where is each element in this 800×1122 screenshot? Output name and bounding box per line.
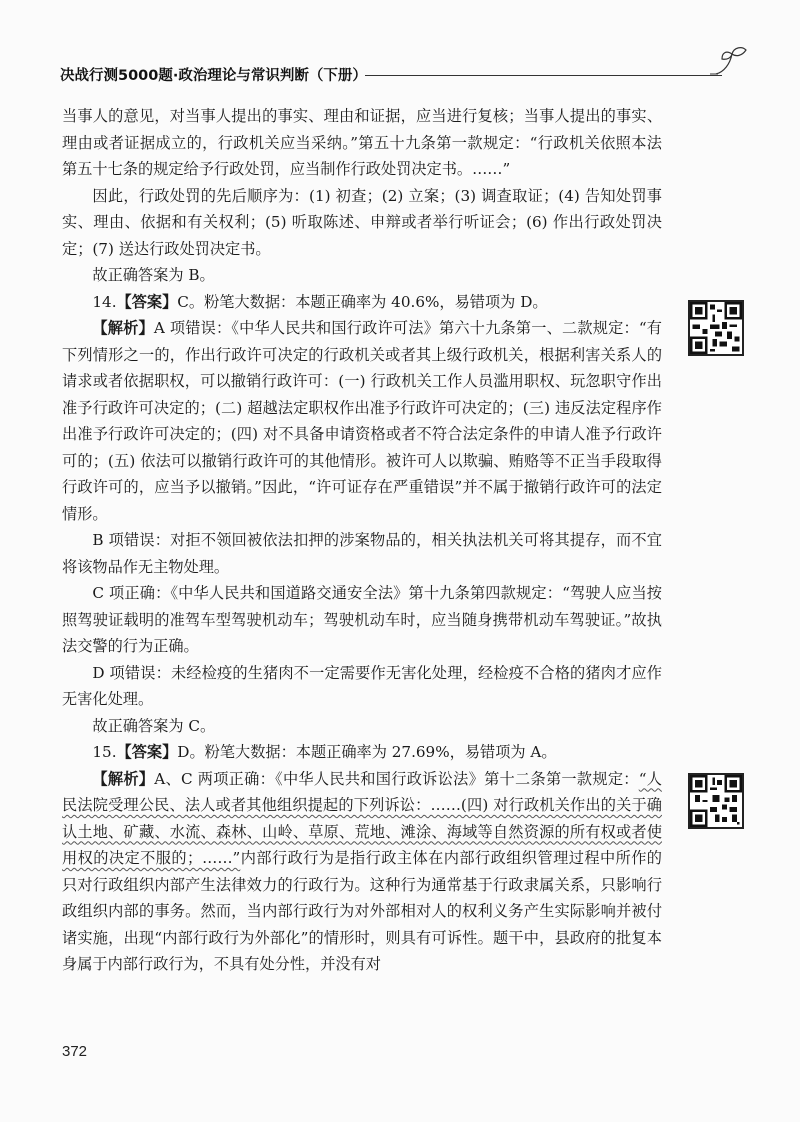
answer-text: D。粉笔大数据：本题正确率为 27.69%，易错项为 A。 [177, 743, 557, 761]
page-header [60, 58, 750, 88]
paragraph: 当事人的意见，对当事人提出的事实、理由和证据，应当进行复核；当事人提出的事实、理由或者证据成立的，行政机关应当采纳。”第五十九条第一款规定：“行政机关依照本法第五十七条的规定给予行政处罚，应当制作行政处罚决定书。……” [62, 107, 662, 178]
question-14-answer [62, 289, 662, 316]
question-15-answer [62, 739, 662, 766]
paragraph: 故正确答案为 B。 [92, 266, 215, 284]
analysis-text: 内部行政行为是指行政主体在内部行政组织管理过程中所作的只对行政组织内部产生法律效力的行政行为。这种行为通常基于行政隶属关系，只影响行政组织内部的事务。然而，当内部行政行为对外部相对人的权利义务产生实际影响并被付诸实施，出现“内部行政行为外部化”的情形时，则具有可诉性。题干中，县政府的批复本身属于内部行政行为，不具有处分性，并没有对 [62, 849, 662, 973]
question-15-analysis [62, 766, 662, 978]
qr-code-icon[interactable] [688, 773, 744, 829]
analysis-tag: 【解析】 [92, 319, 154, 337]
leaf-icon [710, 44, 750, 78]
answer-tag: 【答案】 [116, 292, 178, 311]
paragraph: 因此，行政处罚的先后顺序为：(1) 初查；(2) 立案；(3) 调查取证；(4) 告知处罚事实、理由、依据和有关权利；(5) 听取陈述、申辩或者举行听证会；(6) 作出行政处罚决定；(7) 送达行政处罚决定书。 [62, 186, 662, 258]
analysis-tag: 【解析】 [92, 769, 155, 788]
header-rule [365, 75, 722, 76]
page-body [62, 103, 662, 978]
page-number: 372 [62, 1043, 88, 1060]
analysis-lead: A、C 两项正确：《中华人民共和国行政诉讼法》第十二条第一款规定： [154, 769, 639, 788]
question-14-analysis [62, 315, 662, 527]
paragraph: 故正确答案为 C。 [92, 716, 216, 735]
paragraph: B 项错误：对拒不领回被依法扣押的涉案物品的，相关执法机关可将其提存，而不宜将该物品作无主物处理。 [62, 531, 662, 576]
paragraph: C 项正确：《中华人民共和国道路交通安全法》第十九条第四款规定：“驾驶人应当按照驾驶证载明的准驾车型驾驶机动车；驾驶机动车时，应当随身携带机动车驾驶证。”故执法交警的行为正确。 [62, 584, 662, 655]
question-number: 14. [92, 292, 117, 311]
book-title: 决战行测5000题·政治理论与常识判断（下册） [60, 68, 367, 84]
answer-tag: 【答案】 [116, 743, 178, 761]
question-number: 15. [92, 743, 117, 761]
qr-code-icon[interactable] [688, 300, 744, 356]
highlighted-quote: “人民法院受理公民、法人或者其他组织提起的下列诉讼：……(四) 对行政机关作出的关于确认土地、矿藏、水流、森林、山岭、草原、荒地、滩涂、海域等自然资源的所有权或者使用权的决定不服的；……” [62, 769, 662, 867]
analysis-text: A 项错误：《中华人民共和国行政许可法》第六十九条第一、二款规定：“有下列情形之一的，作出行政许可决定的行政机关或者其上级行政机关，根据利害关系人的请求或者依据职权，可以撤销行政许可：(一) 行政机关工作人员滥用职权、玩忽职守作出准予行政许可决定的；(二) 超越法定职权作出准予行政许可决定的；(三) 违反法定程序作出准予行政许可决定的；(四) 对不具备申请资格或者不符合法定条件的申请人准予行政许可的；(五) 依法可以撤销行政许可的其他情形。被许可人以欺骗、贿赂等不正当手段取得行政许可的，应当予以撤销。”因此，“许可证存在严重错误”并不属于撤销行政许可的法定情形。 [62, 319, 662, 523]
paragraph: D 项错误：未经检疫的生猪肉不一定需要作无害化处理，经检疫不合格的猪肉才应作无害化处理。 [62, 663, 662, 708]
answer-text: C。粉笔大数据：本题正确率为 40.6%，易错项为 D。 [177, 292, 548, 311]
